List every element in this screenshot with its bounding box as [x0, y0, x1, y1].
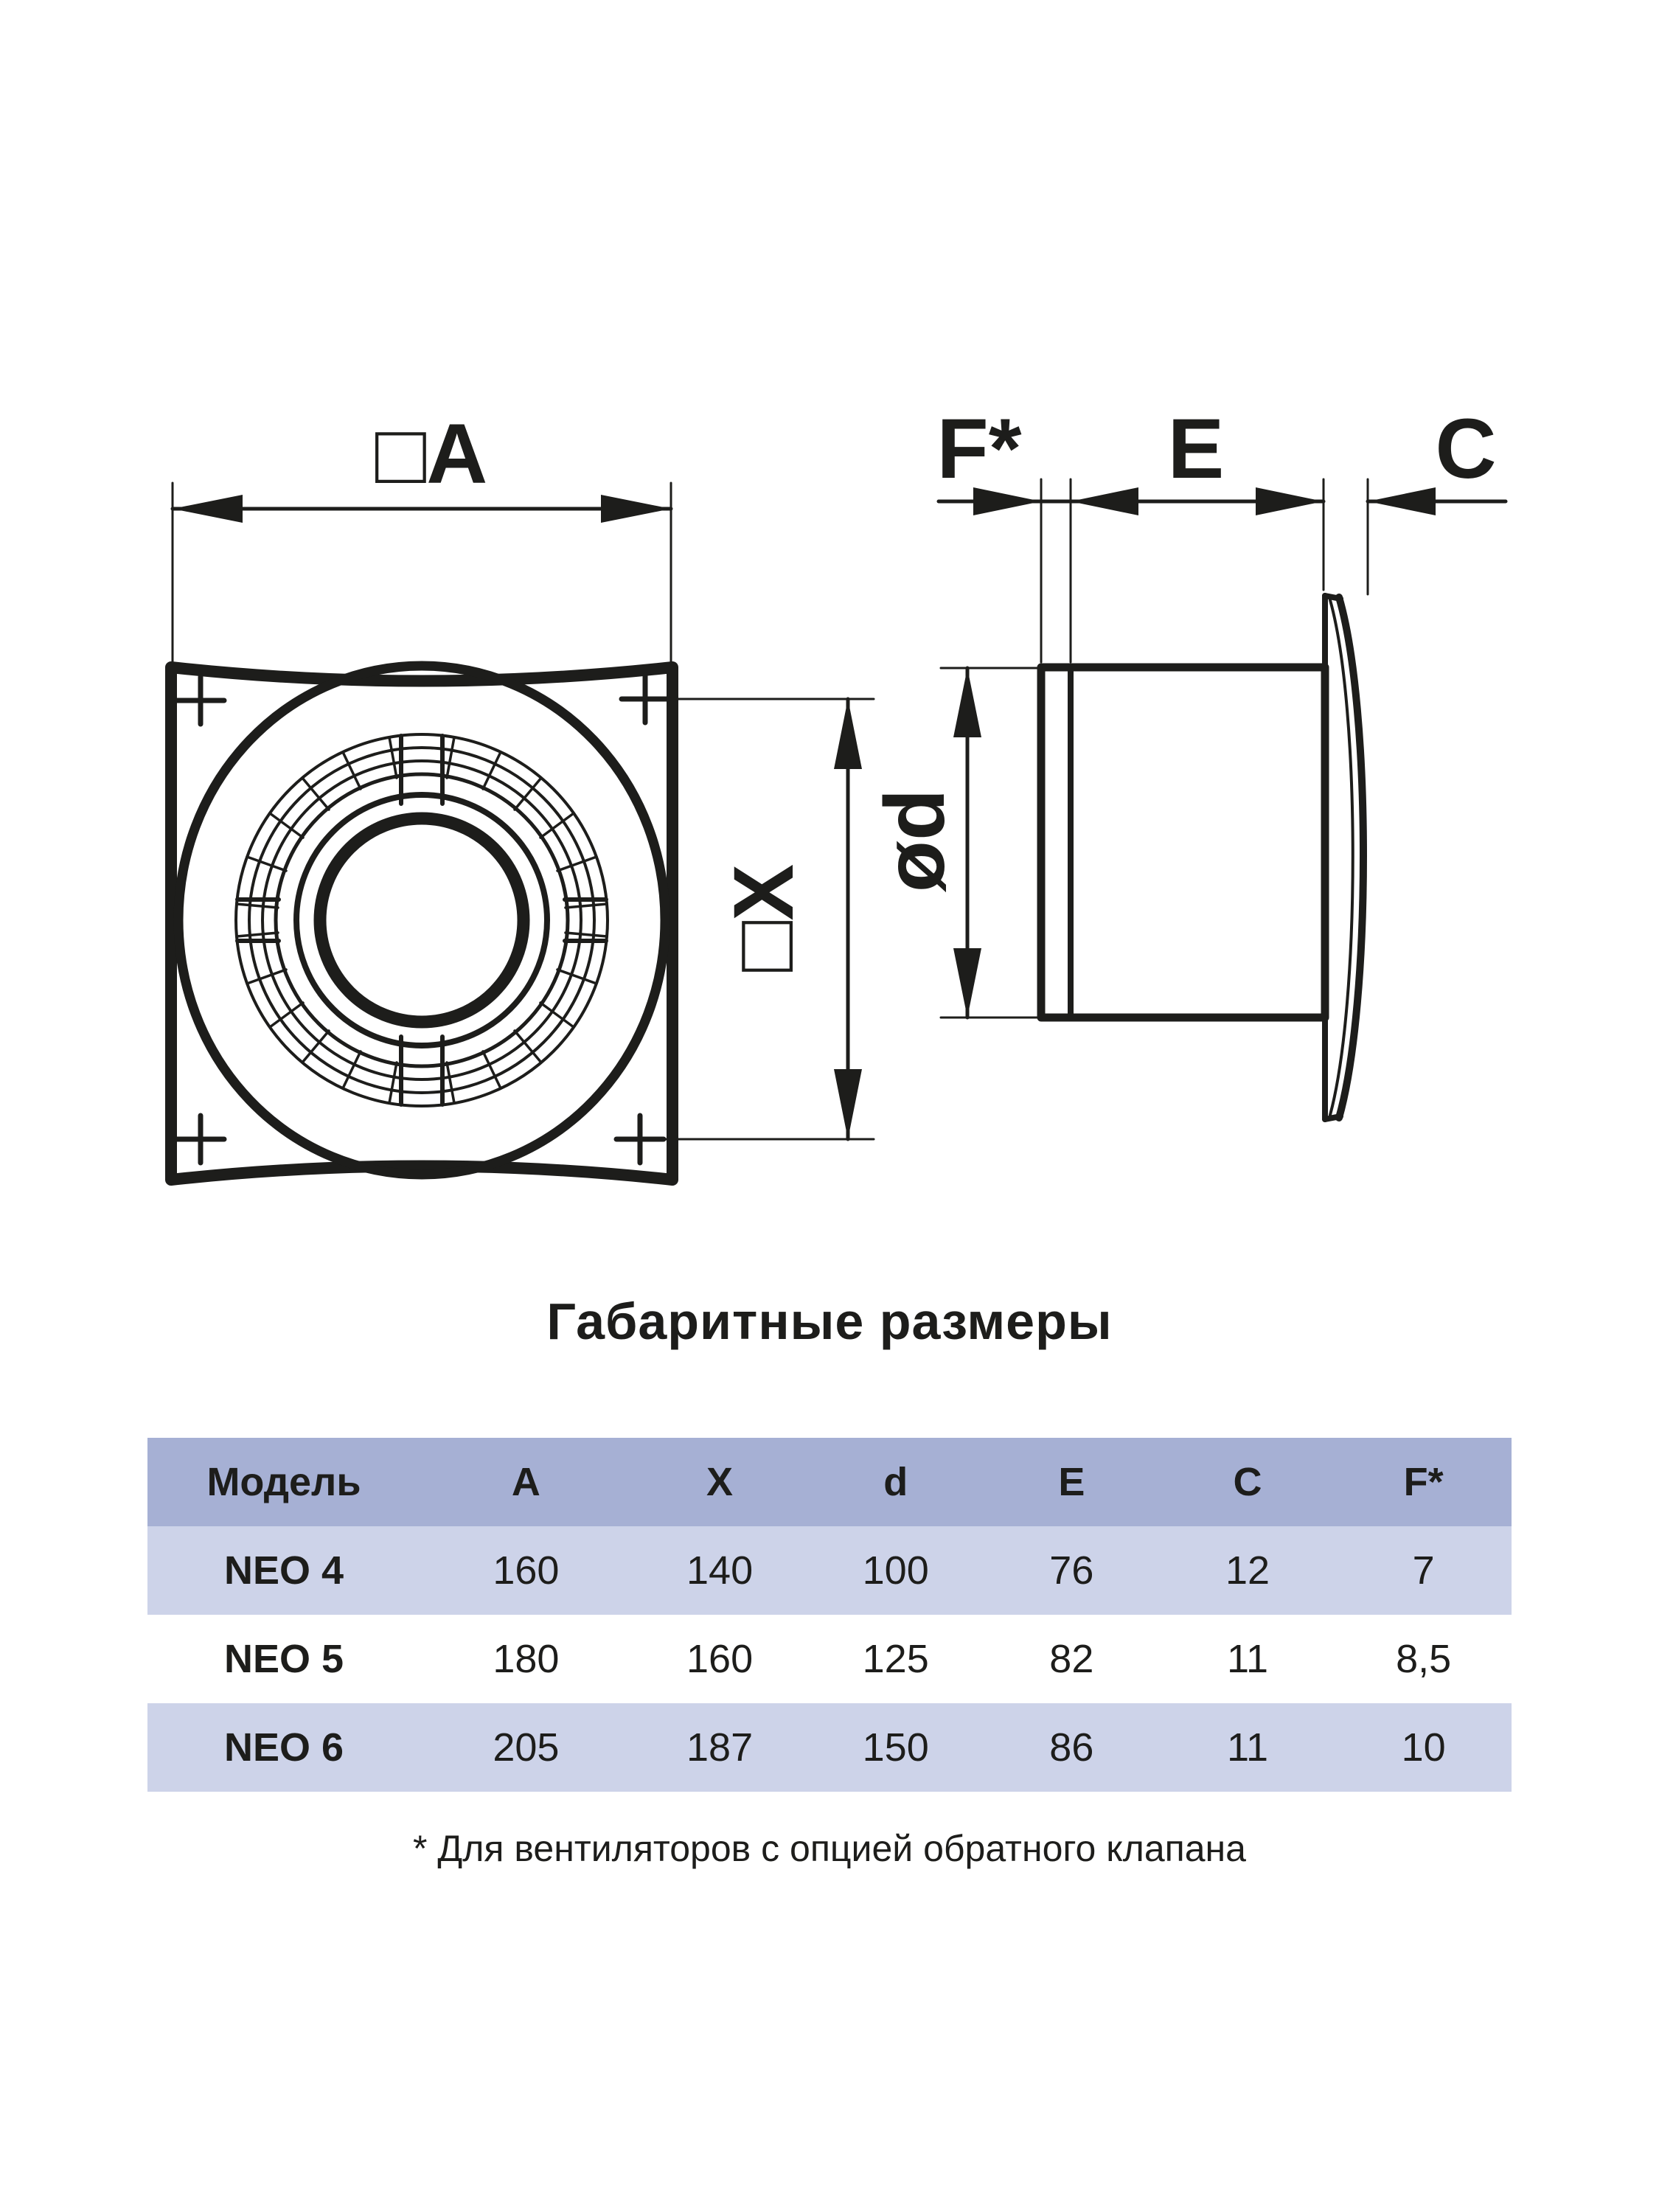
- dim-a: [173, 407, 671, 664]
- cell-f: 8,5: [1396, 1637, 1452, 1681]
- fan-grille: [178, 666, 665, 1175]
- grille-spokes: [237, 736, 606, 1105]
- dim-a-label: □A: [375, 407, 488, 501]
- cell-x: 140: [686, 1548, 754, 1593]
- table-row-neo6: [147, 1703, 1512, 1792]
- dim-f-label: F*: [936, 402, 1022, 496]
- cell-d: 100: [862, 1548, 929, 1593]
- cell-c: 11: [1226, 1637, 1268, 1681]
- header-c: C: [1160, 1438, 1336, 1526]
- header-f: F*: [1335, 1438, 1512, 1526]
- side-panel: [1325, 596, 1363, 1119]
- header-x: X: [632, 1438, 808, 1526]
- dim-chain-fec: [937, 402, 1506, 662]
- dimensions-table: [147, 1438, 1512, 1792]
- cell-a: 160: [493, 1548, 560, 1593]
- cell-d: 125: [862, 1637, 929, 1681]
- panel-front-inner-curve: [1330, 600, 1353, 1115]
- dim-d-label: ød: [868, 788, 962, 893]
- table-row-neo4: [147, 1526, 1512, 1615]
- table-row-neo5: [147, 1615, 1512, 1703]
- footnote: * Для вентиляторов с опцией обратного клапана: [413, 1828, 1246, 1869]
- duct-body: [1041, 667, 1325, 1018]
- cell-a: 180: [493, 1637, 560, 1681]
- dim-x-label: □X: [717, 863, 811, 973]
- cell-e: 82: [1049, 1637, 1094, 1681]
- front-view: [171, 407, 874, 1180]
- cell-e: 86: [1049, 1725, 1094, 1770]
- arrowhead-left: [173, 495, 243, 523]
- cell-f: 10: [1401, 1725, 1446, 1770]
- dim-extension-lines: [1041, 479, 1368, 662]
- arrowhead-e-right: [1256, 487, 1324, 515]
- header-e: E: [984, 1438, 1160, 1526]
- cell-x: 160: [686, 1637, 754, 1681]
- dim-c-label: C: [1435, 402, 1497, 496]
- cell-model: NEO 4: [223, 1548, 344, 1593]
- dim-e-label: E: [1167, 402, 1225, 496]
- arrowhead-c-right: [1368, 487, 1436, 515]
- dim-d: [868, 668, 1041, 1018]
- cell-f: 7: [1412, 1548, 1435, 1593]
- arrowhead-right: [601, 495, 671, 523]
- cell-x: 187: [686, 1725, 754, 1770]
- table-header-row: [147, 1438, 1512, 1526]
- cell-c: 12: [1225, 1548, 1270, 1593]
- arrowhead-d-down: [953, 948, 981, 1018]
- cell-model: NEO 6: [223, 1725, 344, 1770]
- cell-model: NEO 5: [223, 1637, 344, 1681]
- section-title: Габаритные размеры: [546, 1293, 1113, 1350]
- cell-e: 76: [1049, 1548, 1094, 1593]
- arrowhead-e-left: [1071, 487, 1138, 515]
- header-d: d: [807, 1438, 984, 1526]
- arrowhead-d-up: [953, 668, 981, 737]
- arrowhead-up: [834, 699, 862, 769]
- header-a: A: [420, 1438, 632, 1526]
- cell-d: 150: [862, 1725, 929, 1770]
- side-view: [868, 402, 1506, 1119]
- cell-a: 205: [493, 1725, 560, 1770]
- cell-c: 11: [1226, 1725, 1268, 1770]
- dim-x: [662, 699, 874, 1139]
- header-model: Модель: [147, 1438, 420, 1526]
- arrowhead-down: [834, 1069, 862, 1139]
